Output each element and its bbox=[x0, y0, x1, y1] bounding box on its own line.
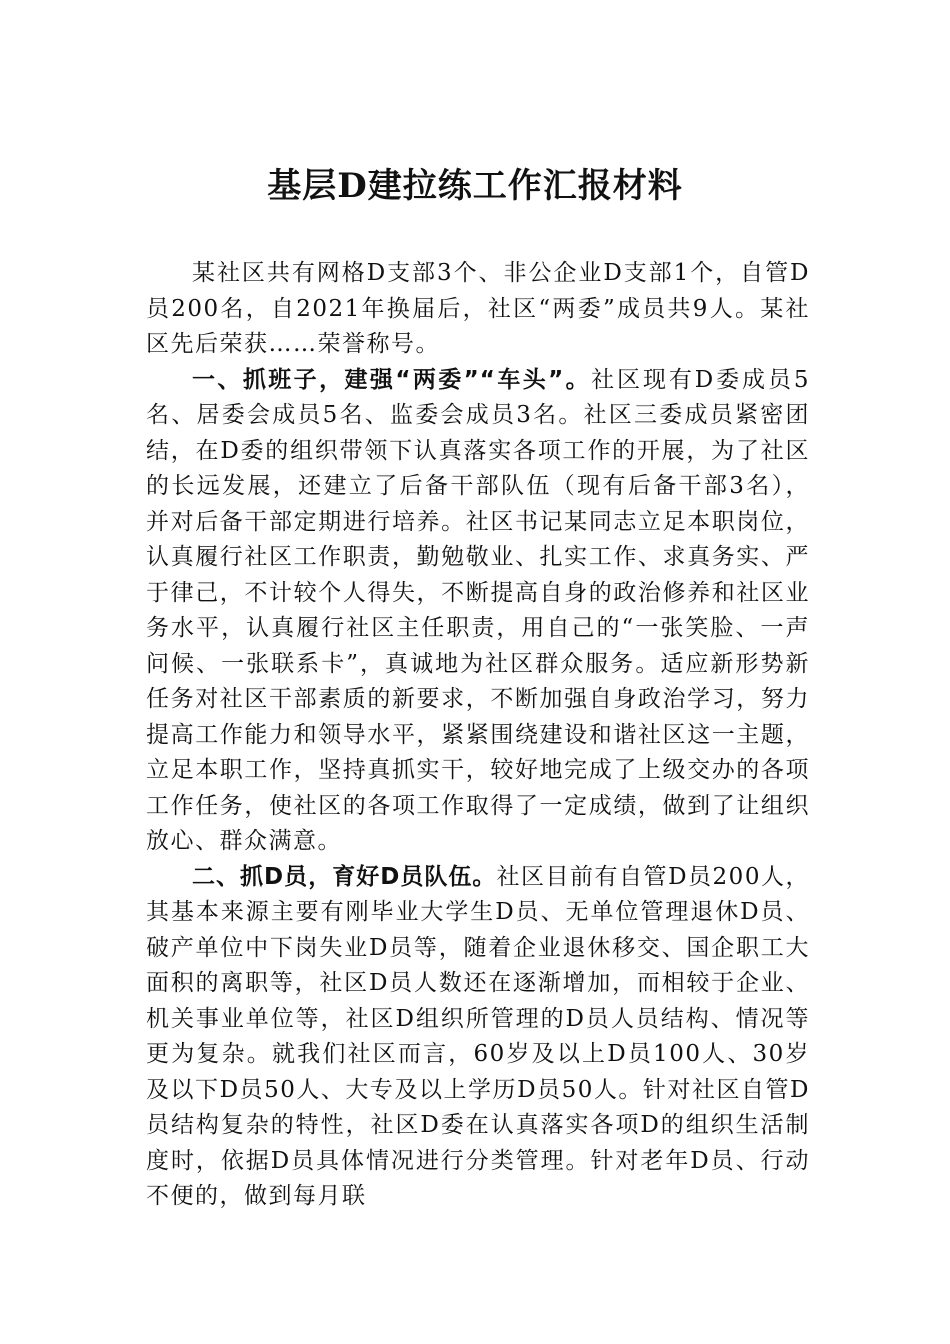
section-heading: 一、抓班子，建强“两委”“车头”。 bbox=[192, 366, 592, 393]
section-heading: 二、抓D员，育好D员队伍。 bbox=[192, 863, 497, 890]
paragraph-text: 某社区共有网格D支部3个、非公企业D支部1个，自管D员200名，自2021年换届后，社区“两委”成员共9人。某社区先后荣获……荣誉称号。 bbox=[146, 260, 810, 357]
paragraph-text: 社区目前有自管D员200人，其基本来源主要有刚毕业大学生D员、无单位管理退休D员、破产单位中下岗失业D员等，随着企业退休移交、国企职工大面积的离职等，社区D员人数还在逐渐增加，而相较于企业、机关事业单位等，社区D组织所管理的D员人员结构、情况等更为复杂。就我们社区而言，60岁及以上D员100人、30岁及以下D员50人、大专及以上学历D员50人。针对社区自管D员结构复杂的特性，社区D委在认真落实各项D的组织生活制度时，依据D员具体情况进行分类管理。针对老年D员、行动不便的，做到每月联 bbox=[146, 863, 810, 1209]
document-body bbox=[146, 256, 810, 1215]
paragraph-intro bbox=[146, 256, 810, 363]
paragraph-section-two bbox=[146, 860, 810, 1215]
paragraph-text: 社区现有D委成员5名、居委会成员5名、监委会成员3名。社区三委成员紧密团结，在D委的组织带领下认真落实各项工作的开展，为了社区的长远发展，还建立了后备干部队伍（现有后备干部3名），并对后备干部定期进行培养。社区书记某同志立足本职岗位，认真履行社区工作职责，勤勉敬业、扎实工作、求真务实、严于律己，不计较个人得失，不断提高自身的政治修养和社区业务水平，认真履行社区主任职责，用自己的“一张笑脸、一声问候、一张联系卡”，真诚地为社区群众服务。适应新形势新任务对社区干部素质的新要求，不断加强自身政治学习，努力提高工作能力和领导水平，紧紧围绕建设和谐社区这一主题，立足本职工作，坚持真抓实干，较好地完成了上级交办的各项工作任务，使社区的各项工作取得了一定成绩，做到了让组织放心、群众满意。 bbox=[146, 366, 811, 854]
document-title: 基层D建拉练工作汇报材料 bbox=[267, 166, 683, 206]
paragraph-section-one bbox=[146, 363, 810, 860]
